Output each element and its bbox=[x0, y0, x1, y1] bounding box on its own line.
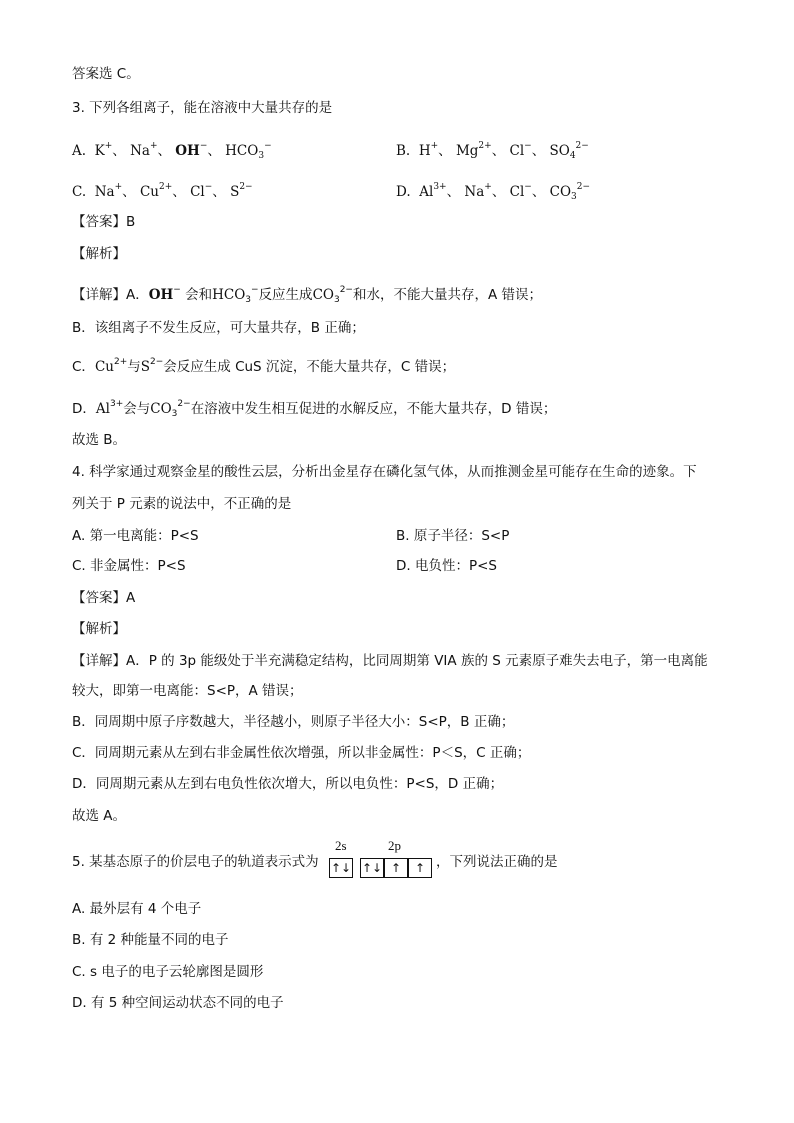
q4-option-c: C. 非金属性：P<S bbox=[72, 558, 186, 574]
q4-detail-d: D．同周期元素从左到右电负性依次增大，所以电负性：P<S，D 正确； bbox=[72, 776, 504, 792]
q5-option-c: C. s 电子的电子云轮廓图是圆形 bbox=[72, 964, 264, 980]
q4-detail-b: B．同周期中原子序数越大，半径越小，则原子半径大小：S<P，B 正确； bbox=[72, 714, 515, 730]
q3-analysis-heading: 【解析】 bbox=[72, 246, 126, 262]
q4-conclusion: 故选 A。 bbox=[72, 808, 127, 824]
orbital-diagram bbox=[329, 838, 434, 884]
q3-answer: 【答案】B bbox=[72, 214, 136, 230]
question-3-stem: 3. 下列各组离子，能在溶液中大量共存的是 bbox=[72, 100, 333, 116]
orbital-box-2p-1: ↑↓ bbox=[360, 858, 384, 878]
question-5-stem-pre: 5. 某基态原子的价层电子的轨道表示式为 bbox=[72, 854, 319, 870]
orbital-box-2p-2: ↑ bbox=[384, 858, 408, 878]
q4-answer: 【答案】A bbox=[72, 590, 136, 606]
q5-option-d: D. 有 5 种空间运动状态不同的电子 bbox=[72, 995, 284, 1011]
q5-option-b: B. 有 2 种能量不同的电子 bbox=[72, 932, 229, 948]
q3-detail-c: C．$Cu^{2+}$与$S^{2-}$会反应生成 CuS 沉淀，不能大量共存，C 错误； bbox=[72, 357, 456, 375]
q3-detail-b: B．该组离子不发生反应，可大量共存，B 正确； bbox=[72, 320, 365, 336]
question-5-stem-post: ，下列说法正确的是 bbox=[436, 854, 558, 870]
q3-option-d: D. $Al^{3+}$、 Na+、 Cl−、 $CO_3^{2-}$ bbox=[396, 182, 591, 202]
q4-option-d: D. 电负性：P<S bbox=[396, 558, 497, 574]
q4-analysis-heading: 【解析】 bbox=[72, 621, 126, 637]
question-4-stem-1: 4. 科学家通过观察金星的酸性云层，分析出金星存在磷化氢气体，从而推测金星可能存在生命的迹象。下 bbox=[72, 464, 697, 480]
orbital-label-2s: 2s bbox=[335, 838, 347, 853]
orbital-label-2p: 2p bbox=[388, 838, 401, 853]
orbital-box-2s: ↑↓ bbox=[329, 858, 353, 878]
orbital-box-2p-3: ↑ bbox=[408, 858, 432, 878]
q4-detail-a-2: 较大，即第一电离能：S<P，A 错误； bbox=[72, 683, 303, 699]
q3-detail-a: 【详解】A．OH− 会和$HCO_3^-$反应生成$CO_3^{2-}$和水，不能大量共存，A 错误； bbox=[72, 285, 543, 305]
q3-option-b: B. H+、 $Mg^{2+}$、 Cl−、 $SO_4^{2-}$ bbox=[396, 141, 589, 161]
q3-conclusion: 故选 B。 bbox=[72, 432, 127, 448]
q5-option-a: A. 最外层有 4 个电子 bbox=[72, 901, 202, 917]
q4-detail-c: C．同周期元素从左到右非金属性依次增强，所以非金属性：P＜S，C 正确； bbox=[72, 745, 531, 761]
question-4-stem-2: 列关于 P 元素的说法中，不正确的是 bbox=[72, 496, 292, 512]
q3-detail-d: D．$Al^{3+}$会与$CO_3^{2-}$在溶液中发生相互促进的水解反应，不能大量共存，D 错误； bbox=[72, 399, 557, 419]
q4-detail-a-1: 【详解】A．P 的 3p 能级处于半充满稳定结构，比同周期第 VIA 族的 S 元素原子难失去电子，第一电离能 bbox=[72, 653, 708, 669]
q4-option-b: B. 原子半径：S<P bbox=[396, 528, 510, 544]
answer-prev: 答案选 C。 bbox=[72, 66, 140, 82]
q3-option-a: A. K+、 Na+、 OH−、 $HCO_3^-$ bbox=[72, 141, 272, 161]
q3-option-c: C. Na+、 $Cu^{2+}$、 Cl−、 $S^{2-}$ bbox=[72, 182, 253, 200]
q4-option-a: A. 第一电离能：P<S bbox=[72, 528, 199, 544]
